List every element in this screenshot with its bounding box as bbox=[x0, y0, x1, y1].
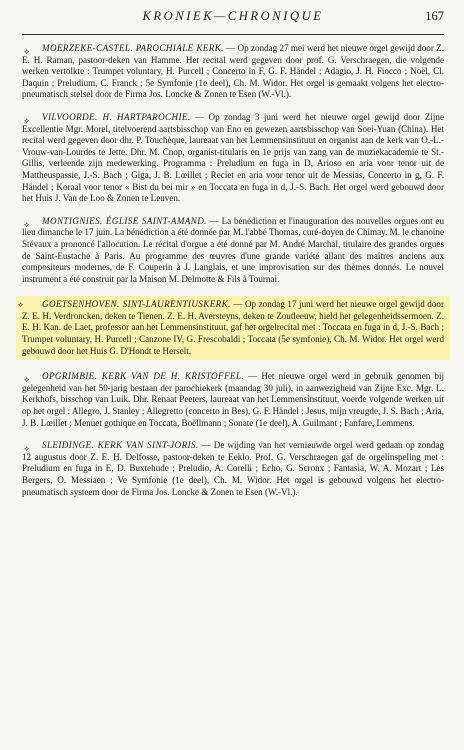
entry-heading: SLEIDINGE. KERK VAN SINT-JORIS. bbox=[42, 440, 199, 451]
entry-opgrimbie bbox=[22, 371, 444, 429]
ornament-icon: ⟡ bbox=[24, 115, 30, 125]
entry-sleidinge bbox=[22, 440, 444, 498]
entry-text: — La bénédiction et l'inauguration des nouvelles orgues ont eu lieu dimanche le 17 juin. La bénédiction a été donnée par M. l'abbé Thomas, curé-doyen de Chimay. M. le chanoine Stévaux a prononcé l'allocution. Le récital d'orgue a été donné par M. André Marchal, titulaire des grandes orgues de Saint-Eustache à Paris. Au programme des œuvres d'une grande variété allant des maîtres anciens aux compositeurs modernes, de F. Couperin à J. Langlais, et une improvisation sur des thèmes donnés. Le nouvel instrument a été construit par la Maison M. Delmotte & Fils à Tournai. bbox=[22, 215, 444, 284]
entry-text: — Op zondag 27 mei werd het nieuwe orgel gewijd door Z. E. H. Raman, pastoor-deken van Hamme. Het recital werd gegeven door prof. G. Verschraegen, die volgende werken vertolkte : Trumpet voluntary, H. Purcell ; Concerto in F, G. F. Händel ; Adagio, J. H. Fiocco ; Noël, Cl. Daquin ; Preludium, C. Franck ; 5e Symfonie (1e deel), Ch. M. Widor. Het orgel is gemaakt volgens het electro-pneumatisch stelsel door de Firma Jos. Loncke & Zonen te Esen (W.-Vl.). bbox=[22, 43, 445, 100]
entry-text: — Het nieuwe orgel werd in gebruik genomen bij gelegenheid van het 50-jarig bestaan der parochiekerk (maandag 30 juli), in aanwezigheid van Zijne Exc. Mgr. L. Kerkhofs, bisschop van Luik. Dhr. Renaat Peeters, laureaat van het Lemmensinstituut, voerde volgende werken uit op het orgel : Allegro, J. Stanley ; Allegretto (concerto in Bes), G. F. Händel ; Jesus, mijn vreugde, J. S. Bach ; Aria, J. B. Lœillet ; Menuet gothique en Toccata, Boëllmann ; Sonate (1e deel), A. Guilmant ; Fanfare, Lemmens. bbox=[22, 371, 445, 428]
ornament-icon: ⟡ bbox=[24, 47, 30, 56]
entry-text: — De wijding van het vernieuwde orgel werd gedaan op zondag 12 augustus door Z. E. H. Delfosse, pastoor-deken te Eeklo. Prof. G. Verschraegen gaf de orgelinspeling met : Preludium en fuga in E, D. Buxtehude ; Preludio, A. Corelli ; Echo, G. Scronx ; Fantasia, W. A. Mozart ; Les Bergers, O. Messiaen ; Ve Symfonie (1e deel), Ch. M. Widor. Het orgel is gebouwd volgens het electro-pneumatisch systeem door de Firma Jos. Loncke & Zonen te Esen (W.-Vl.). bbox=[22, 440, 445, 497]
ornament-icon: ⟡ bbox=[18, 300, 24, 310]
entry-vilvoorde bbox=[22, 112, 444, 205]
page-header bbox=[22, 0, 444, 35]
ornament-icon: ⟡ bbox=[24, 375, 30, 385]
entry-montignies bbox=[22, 216, 444, 286]
ornament-icon: ⟡ bbox=[24, 444, 30, 454]
entry-heading: GOETSENHOVEN. SINT-LAURENTIUSKERK. bbox=[42, 299, 231, 310]
ornament-icon: ⟡ bbox=[24, 219, 30, 229]
entry-heading: MONTIGNIES. ÉGLISE SAINT-AMAND. bbox=[42, 215, 207, 226]
entry-heading: OPGRIMBIE. KERK VAN DE H. KRISTOFFEL. bbox=[42, 371, 244, 382]
running-title: KRONIEK—CHRONIQUE bbox=[142, 9, 324, 23]
entry-goetsenhoven bbox=[16, 296, 450, 360]
page-number: 167 bbox=[425, 9, 444, 23]
entry-text: — Op zondag 3 juni werd het nieuwe orgel gewijd door Zijne Excellentie Mgr. Morel, titelvoerend aartsbisschop van Eno en gewezen aartsbisschop van Soei-Yuan (China). Het recital werd gegeven door dhr. P. Touchèque, laureaat van het Lemmensinstituut en organist aan de kerk van O.-L.-Vrouw-van-Lourdes te Jette. Dhr. M. Cnop, organist-titularis en 1e prijs van zang van de muziekacademie te St.-Gillis, verleende zijn medewerking. Programma : Preludium en fuga in D, Arioso en aria voor tenor uit de Mattheuspassie, J.-S. Bach ; Giga, J. B. Lœillet ; Reciet en aria voor tenor uit de Messias, Concerto in g, G. F. Händel ; Koraal voor tenor « Bist du bei mir » en Toccata en fuga in d, J.-S. Bach. Het orgel werd gebouwd door het Huis J. Van de Loo & Zonen te Leuven. bbox=[22, 111, 444, 204]
entry-heading: MOERZEKE-CASTEL. PAROCHIALE KERK. bbox=[42, 43, 224, 53]
entry-moerzeke bbox=[22, 43, 444, 101]
entry-heading: VILVOORDE. H. HARTPAROCHIE. bbox=[42, 111, 191, 122]
entry-text: — Op zondag 17 juni werd het nieuwe orgel gewijd door Z. E. H. Verdroncken, deken te Tienen. Z. E. H. Aversteyns, deken te Zoutleeuw, hield het gelegenheidssermoen. Z. E. H. Kan. de Laet, professor aan het Lemmensinstituut, gaf het orgelrecital met : Toccata en fuga in d, J.-S. Bach ; Trumpet voluntary, H. Purcell ; Canzone IV, G. Frescobaldi ; Toccata (5e symfonie), Ch. M. Widor. Het orgel werd gebouwd door het Huis G. D'Hondt te Herselt. bbox=[22, 299, 444, 356]
